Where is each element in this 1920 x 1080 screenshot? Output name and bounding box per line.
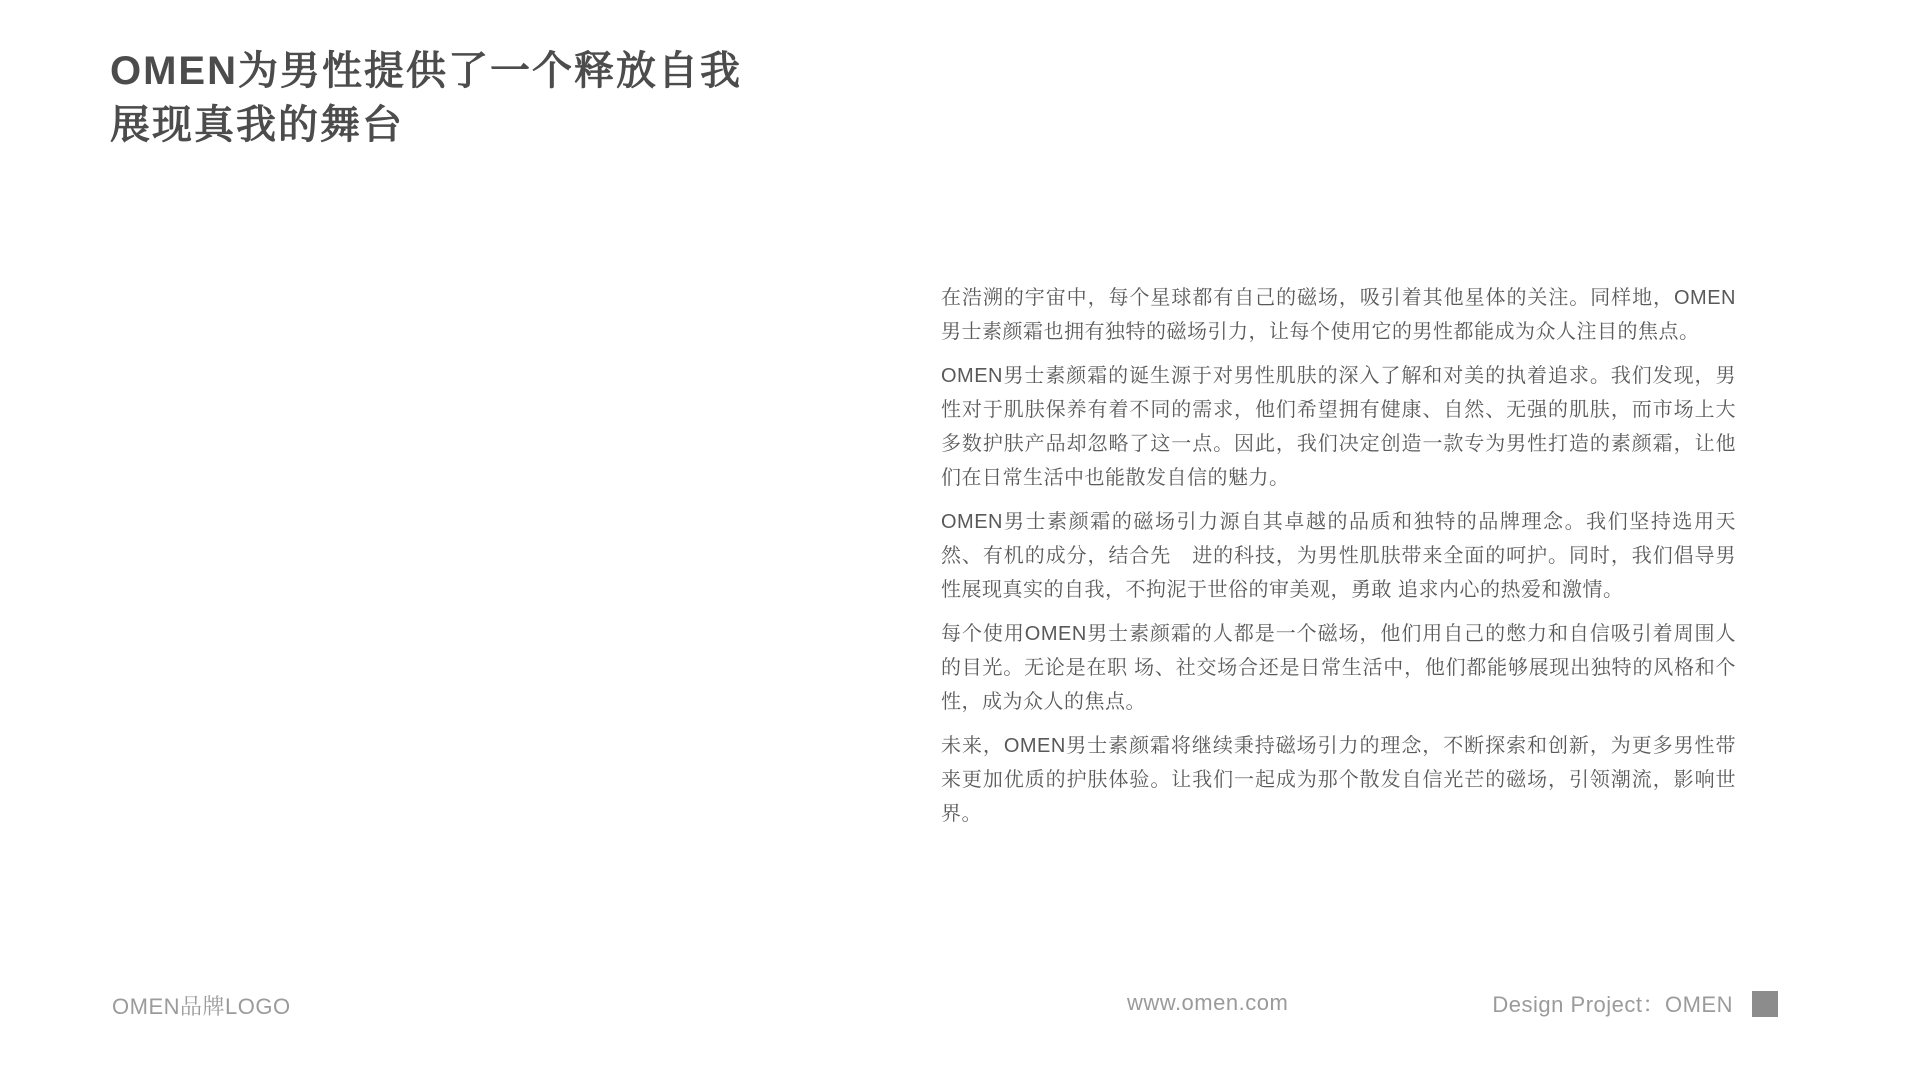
- body-paragraph-2: OMEN男士素颜霜的诞生源于对男性肌肤的深入了解和对美的执着追求。我们发现，男性对于肌肤保养有着不同的需求，他们希望拥有健康、自然、无强的肌肤，而市场上大多数护肤产品却忽略了这一点。因此，我们决定创造一款专为男性打造的素颜霜，让他们在日常生活中也能散发自信的魅力。: [941, 365, 1736, 489]
- footer-square: [1752, 991, 1778, 1017]
- brand-story-text: [941, 281, 1736, 831]
- footer-website-url: www.omen.com: [1127, 990, 1289, 1015]
- body-paragraph-3: OMEN男士素颜霜的磁场引力源自其卓越的品质和独特的品牌理念。我们坚持选用天然、有机的成分，结合先 进的科技，为男性肌肤带来全面的呵护。同时，我们倡导男性展现真实的自我，不拘泥于世俗的审美观，勇敢 追求内心的热爱和激情。: [941, 511, 1736, 601]
- body-paragraph-5: 未来，OMEN男士素颜霜将继续秉持磁场引力的理念，不断探索和创新，为更多男性带来更加优质的护肤体验。让我们一起成为那个散发自信光芒的磁场，引领潮流，影响世界。: [941, 735, 1736, 825]
- footer-project-group: [1492, 988, 1778, 1019]
- footer-brand-logo-label: OMEN品牌LOGO: [112, 994, 291, 1019]
- page-title: [110, 44, 742, 152]
- page-title-line-2: 展现真我的舞台: [110, 103, 404, 147]
- body-paragraph-4: 每个使用OMEN男士素颜霜的人都是一个磁场，他们用自己的憋力和自信吸引着周围人的目光。无论是在职 场、社交场合还是日常生活中，他们都能够展现出独特的风格和个性，成为众人的焦点。: [941, 623, 1736, 713]
- page-title-line-1: OMEN为男性提供了一个释放自我: [110, 49, 742, 93]
- footer-project-label: Design Project：OMEN: [1492, 992, 1733, 1017]
- body-paragraph-1: 在浩溯的宇宙中，每个星球都有自己的磁场，吸引着其他星体的关注。同样地，OMEN男士素颜霜也拥有独特的磁场引力，让每个使用它的男性都能成为众人注目的焦点。: [941, 287, 1736, 343]
